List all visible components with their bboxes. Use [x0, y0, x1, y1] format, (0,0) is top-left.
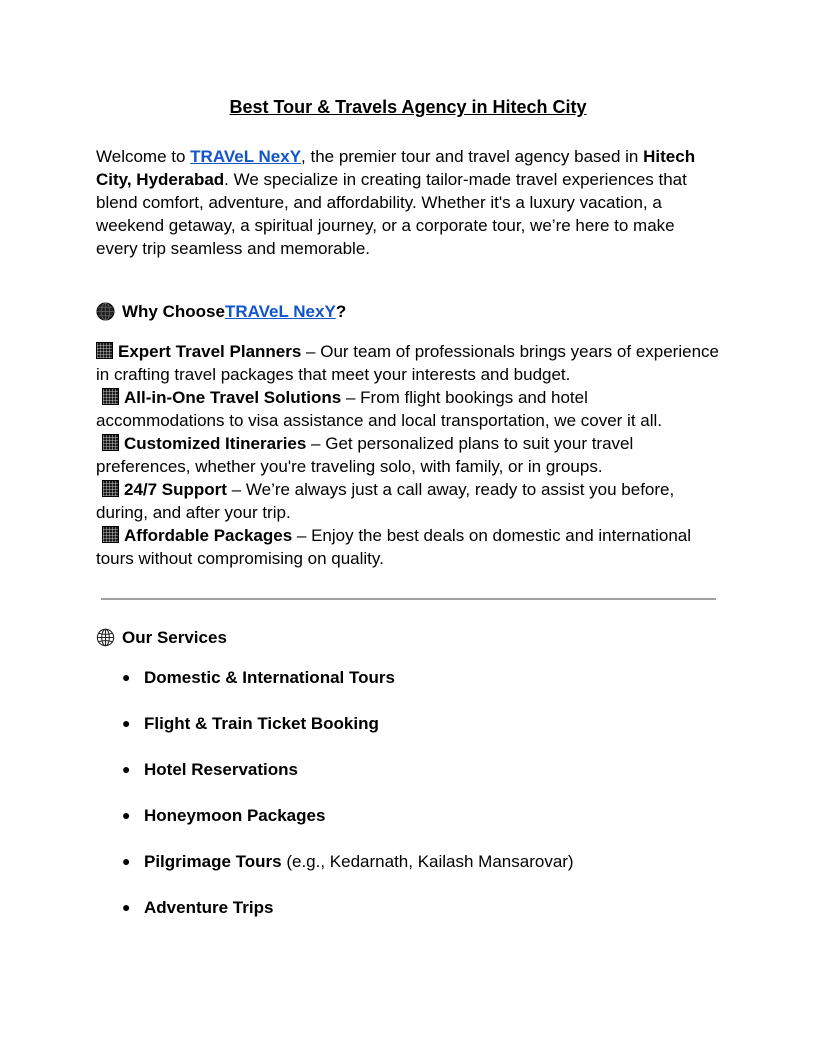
feature-title: Customized Itineraries: [124, 434, 307, 453]
list-item: [122, 666, 720, 712]
intro-welcome: Welcome to: [96, 147, 191, 166]
services-heading-text: Our Services: [122, 628, 227, 647]
why-brand-link[interactable]: TRAVeL NexY: [224, 302, 336, 321]
services-heading: [96, 626, 227, 649]
bullet: ●: [122, 899, 131, 915]
chip-icon: [102, 480, 119, 497]
intro-location: Hitech City, Hyderabad: [96, 147, 696, 189]
chip-icon: [102, 526, 119, 543]
feature-text: – We’re always just a call away, ready to assist you before, during, and after your trip.: [96, 480, 675, 522]
feature-item: [96, 434, 633, 476]
bullet: ●: [122, 761, 131, 777]
why-choose-heading: [96, 300, 346, 323]
globe-icon: [96, 302, 115, 321]
brand-link[interactable]: TRAVeL NexY: [190, 147, 302, 166]
service-extra: (e.g., Kedarnath, Kailash Mansarovar): [281, 852, 574, 871]
service-title: Domestic & International Tours: [144, 668, 395, 687]
feature-item: [96, 480, 674, 522]
feature-text: – From flight bookings and hotel accommodations to visa assistance and local transportation, we cover it all.: [96, 388, 662, 430]
feature-text: – Get personalized plans to suit your travel preferences, whether you're traveling solo, with family, or in groups.: [96, 434, 634, 476]
feature-title: Expert Travel Planners: [118, 342, 302, 361]
service-title: Hotel Reservations: [144, 760, 298, 779]
bullet: ●: [122, 715, 131, 731]
why-choose-prefix: Why Choose: [122, 302, 225, 321]
intro-after-brand: , the premier tour and travel agency based in: [301, 147, 644, 166]
chip-icon: [96, 342, 113, 359]
feature-text: – Enjoy the best deals on domestic and international tours without compromising on quality.: [96, 526, 691, 568]
intro-rest: . We specialize in creating tailor-made travel experiences that blend comfort, adventure, and affordability. Whether it's a luxury vacation, a weekend getaway, a spiritual journey, or a corporate tour, we’re here to make every trip seamless and memorable.: [96, 170, 687, 258]
list-item: [122, 758, 720, 804]
why-choose-suffix: ?: [335, 302, 347, 321]
intro-paragraph: [96, 145, 720, 260]
service-title: Honeymoon Packages: [144, 806, 326, 825]
features-block: [96, 340, 720, 570]
list-item: [122, 850, 720, 896]
feature-item: [96, 342, 719, 384]
service-title: Adventure Trips: [144, 898, 274, 917]
chip-icon: [102, 388, 119, 405]
list-item: [122, 712, 720, 758]
feature-title: All-in-One Travel Solutions: [124, 388, 342, 407]
service-title: Pilgrimage Tours: [144, 852, 282, 871]
globe-outline-icon: [96, 628, 115, 647]
bullet: ●: [122, 853, 131, 869]
page-title: Best Tour & Travels Agency in Hitech City: [229, 97, 587, 117]
bullet: ●: [122, 807, 131, 823]
chip-icon: [102, 434, 119, 451]
feature-title: 24/7 Support: [124, 480, 227, 499]
service-title: Flight & Train Ticket Booking: [144, 714, 379, 733]
services-list: [122, 666, 720, 942]
feature-text: – Our team of professionals brings years of experience in crafting travel packages that meet your interests and budget.: [96, 342, 719, 384]
list-item: [122, 804, 720, 850]
list-item: [122, 896, 720, 942]
horizontal-divider: [101, 598, 716, 600]
feature-item: [96, 526, 691, 568]
feature-title: Affordable Packages: [124, 526, 293, 545]
feature-item: [96, 388, 662, 430]
bullet: ●: [122, 669, 131, 685]
